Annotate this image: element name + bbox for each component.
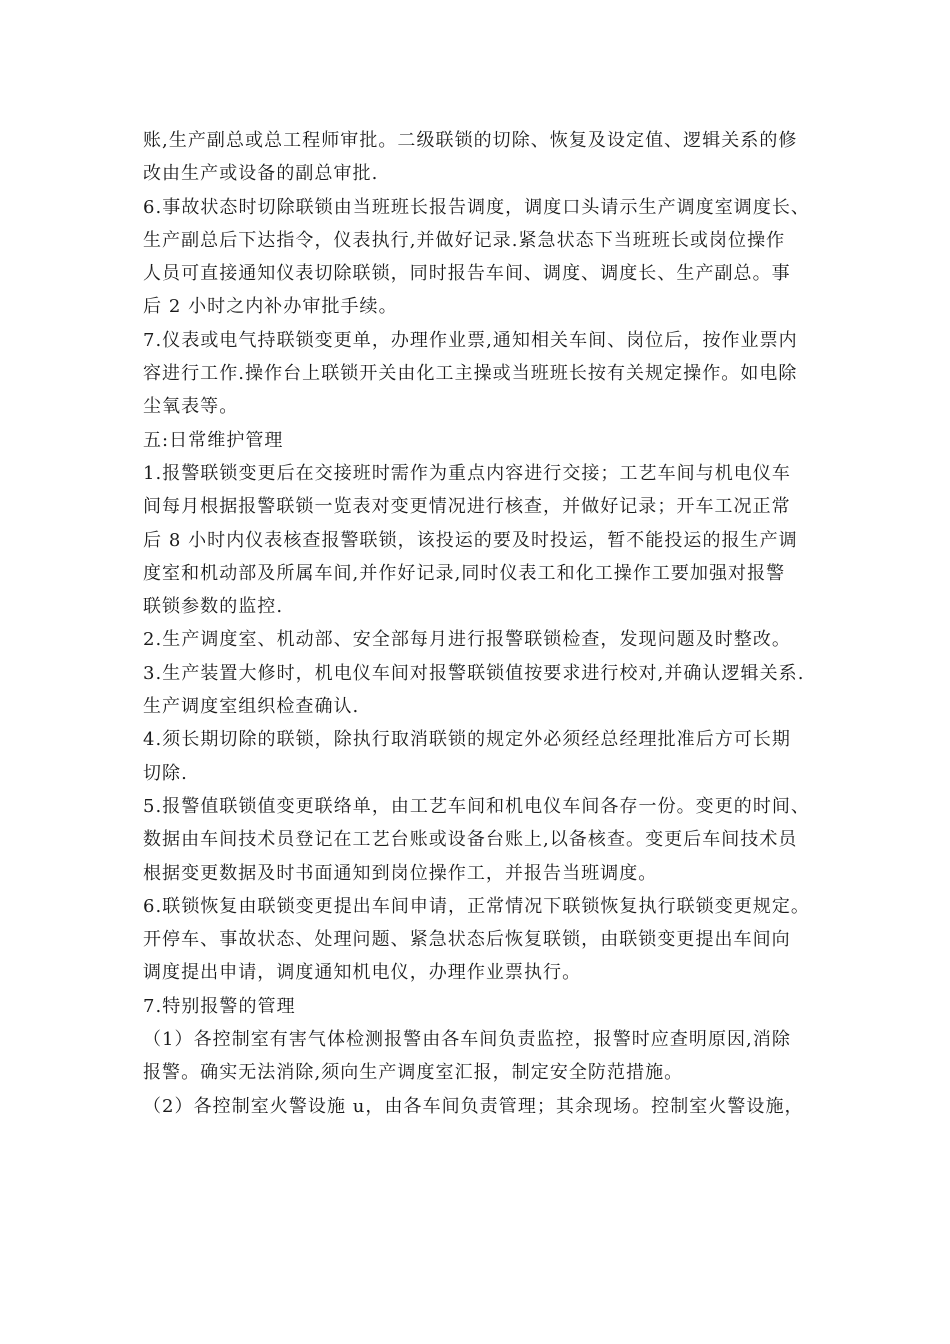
text-line: 后 2 小时之内补办审批手续。: [143, 296, 398, 318]
text-line: 数据由车间技术员登记在工艺台账或设备台账上,以备核查。变更后车间技术员: [143, 829, 798, 851]
text-line: 1.报警联锁变更后在交接班时需作为重点内容进行交接；工艺车间与机电仪车: [143, 462, 791, 484]
text-line: （1）各控制室有害气体检测报警由各车间负责监控，报警时应查明原因,消除: [143, 1029, 791, 1051]
text-line: 7.特别报警的管理: [143, 995, 296, 1017]
text-line: 容进行工作.操作台上联锁开关由化工主操或当班班长按有关规定操作。如电除: [143, 363, 798, 385]
text-line: 开停车、事故状态、处理问题、紧急状态后恢复联锁，由联锁变更提出车间向: [143, 929, 791, 951]
text-line: 报警。确实无法消除,须向生产调度室汇报，制定安全防范措施。: [143, 1062, 684, 1084]
text-line: 联锁参数的监控.: [143, 596, 284, 618]
text-line: 7.仪表或电气持联锁变更单，办理作业票,通知相关车间、岗位后，按作业票内: [143, 329, 798, 351]
text-line: 6.事故状态时切除联锁由当班班长报告调度，调度口头请示生产调度室调度长、: [143, 196, 810, 218]
text-line: 后 8 小时内仪表核查报警联锁，该投运的要及时投运，暂不能投运的报生产调: [143, 529, 798, 551]
text-line: 账,生产副总或总工程师审批。二级联锁的切除、恢复及设定值、逻辑关系的修: [143, 130, 798, 151]
text-line: 度室和机动部及所属车间,并作好记录,同时仪表工和化工操作工要加强对报警: [143, 562, 786, 584]
text-line: 根据变更数据及时书面通知到岗位操作工，并报告当班调度。: [143, 862, 658, 884]
text-line: 改由生产或设备的副总审批.: [143, 163, 379, 185]
text-line: 5.报警值联锁值变更联络单，由工艺车间和机电仪车间各存一份。变更的时间、: [143, 795, 810, 817]
text-line: 间每月根据报警联锁一览表对变更情况进行核查，并做好记录；开车工况正常: [143, 496, 791, 518]
text-line: 调度提出申请，调度通知机电仪，办理作业票执行。: [143, 962, 582, 984]
text-line: 生产副总后下达指令，仪表执行,并做好记录.紧急状态下当班班长或岗位操作: [143, 229, 786, 251]
text-line: 6.联锁恢复由联锁变更提出车间申请，正常情况下联锁恢复执行联锁变更规定。: [143, 895, 810, 917]
text-line: （2）各控制室火警设施 u，由各车间负责管理；其余现场。控制室火警设施，: [143, 1095, 804, 1117]
text-line: 3.生产装置大修时，机电仪车间对报警联锁值按要求进行校对,并确认逻辑关系.: [143, 662, 805, 684]
text-line: 切除.: [143, 762, 188, 784]
text-line: 生产调度室组织检查确认.: [143, 696, 360, 718]
section-heading: 五:日常维护管理: [143, 429, 284, 451]
text-line: 4.须长期切除的联锁，除执行取消联锁的规定外必须经总经理批准后方可长期: [143, 729, 791, 751]
text-line: 人员可直接通知仪表切除联锁，同时报告车间、调度、调度长、生产副总。事: [143, 263, 791, 285]
text-line: 2.生产调度室、机动部、安全部每月进行报警联锁检查，发现问题及时整改。: [143, 629, 791, 651]
text-line: 尘氧表等。: [143, 396, 239, 418]
document-body: [143, 124, 815, 1123]
